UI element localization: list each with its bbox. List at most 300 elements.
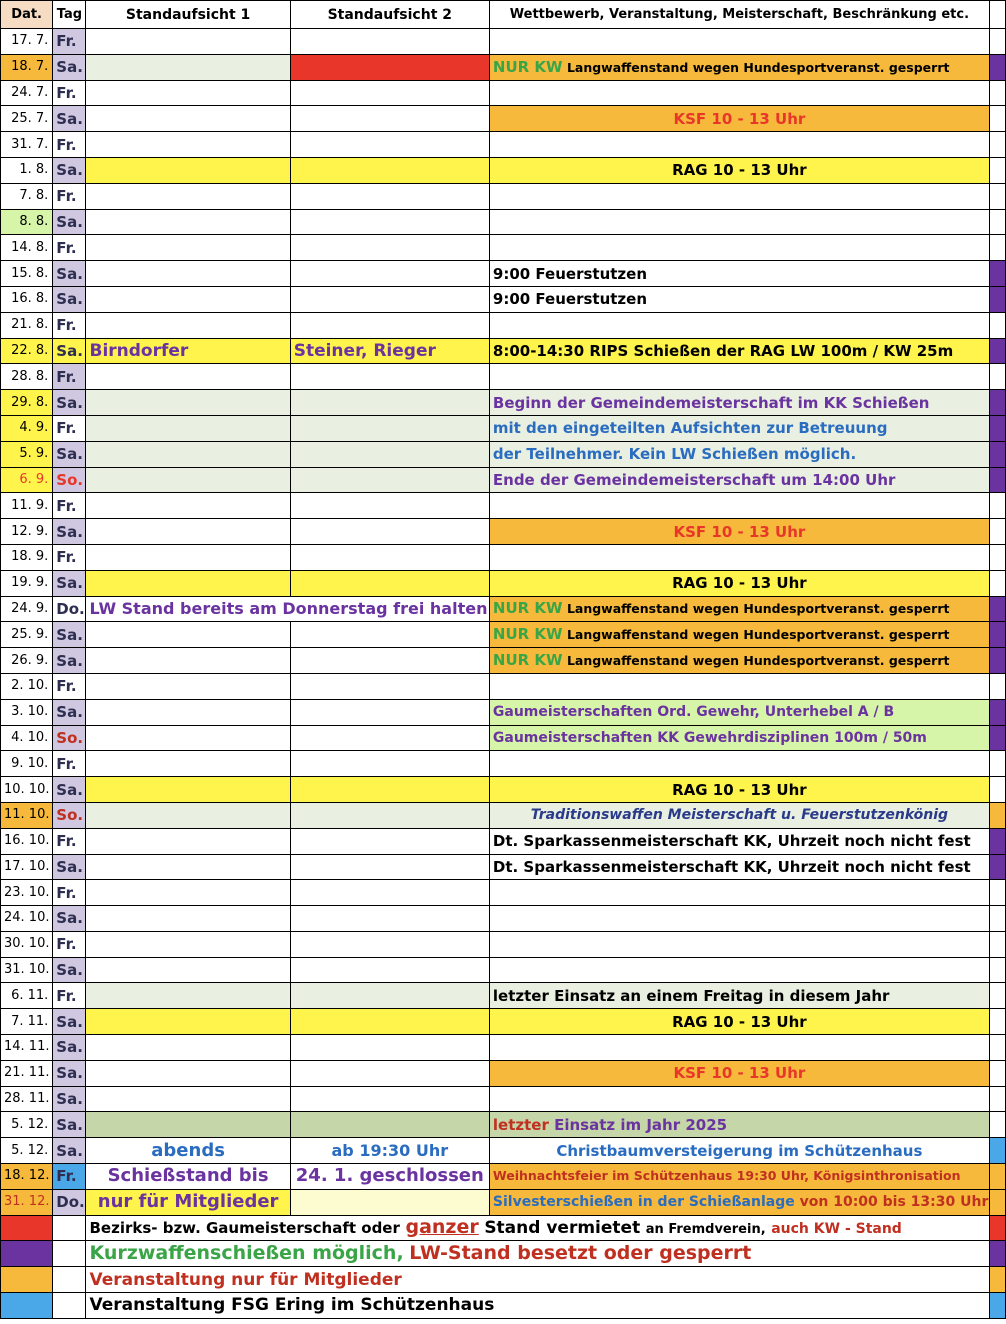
row-event — [489, 1060, 989, 1086]
table-row — [1, 802, 1006, 828]
event-text: 8:00-14:30 RIPS Schießen der RAG LW 100m / KW 25m — [492, 341, 954, 360]
row-event — [489, 957, 989, 983]
row-aufsicht-2 — [290, 209, 489, 235]
legend-part: Veranstaltung FSG Ering im Schützenhaus — [89, 1295, 495, 1316]
row-aufsicht-1 — [86, 29, 290, 55]
row-tag: Fr. — [53, 415, 86, 441]
event-text: RAG 10 - 13 Uhr — [672, 1012, 807, 1031]
legend-part: Veranstaltung nur für Mitglieder — [89, 1269, 402, 1290]
row-aufsicht-1 — [86, 261, 290, 287]
row-aufsicht-1: Schießstand bis — [86, 1164, 290, 1190]
table-row — [1, 828, 1006, 854]
event-nur-kw: NUR KW — [492, 651, 563, 670]
row-date: 10. 10. — [1, 777, 53, 803]
event-text: RAG 10 - 13 Uhr — [672, 780, 807, 799]
row-date: 15. 8. — [1, 261, 53, 287]
row-marker — [989, 596, 1005, 622]
row-marker — [989, 364, 1005, 390]
row-event — [489, 519, 989, 545]
legend-swatch — [1, 1215, 53, 1241]
row-aufsicht-2 — [290, 80, 489, 106]
row-event — [489, 106, 989, 132]
row-marker — [989, 777, 1005, 803]
legend-spacer — [53, 1215, 86, 1241]
row-aufsicht-2 — [290, 54, 489, 80]
row-date: 24. 7. — [1, 80, 53, 106]
row-aufsicht-merged: LW Stand bereits am Donnerstag frei halten — [86, 596, 489, 622]
event-text: Traditionswaffen Meisterschaft u. Feuerstutzenkönig — [530, 807, 949, 824]
row-date: 25. 9. — [1, 622, 53, 648]
table-row — [1, 1086, 1006, 1112]
row-aufsicht-1 — [86, 519, 290, 545]
row-tag: Sa. — [53, 390, 86, 416]
event-part: Silvesterschießen in der Schießanlage — [492, 1194, 795, 1211]
row-date: 5. 12. — [1, 1138, 53, 1164]
row-date: 17. 7. — [1, 29, 53, 55]
row-aufsicht-1 — [86, 235, 290, 261]
row-event — [489, 880, 989, 906]
row-marker — [989, 106, 1005, 132]
row-event — [489, 157, 989, 183]
legend-marker — [989, 1267, 1005, 1293]
table-row — [1, 80, 1006, 106]
row-tag: Sa. — [53, 106, 86, 132]
row-marker — [989, 931, 1005, 957]
row-aufsicht-2 — [290, 261, 489, 287]
row-aufsicht-2 — [290, 673, 489, 699]
event-text: Dt. Sparkassenmeisterschaft KK, Uhrzeit noch nicht fest — [492, 832, 971, 851]
row-event — [489, 1086, 989, 1112]
table-row — [1, 209, 1006, 235]
row-aufsicht-2 — [290, 622, 489, 648]
row-date: 31. 10. — [1, 957, 53, 983]
row-marker — [989, 29, 1005, 55]
row-event — [489, 931, 989, 957]
row-aufsicht-2 — [290, 390, 489, 416]
legend-swatch — [1, 1267, 53, 1293]
row-event — [489, 390, 989, 416]
row-date: 4. 9. — [1, 415, 53, 441]
row-tag: Sa. — [53, 1060, 86, 1086]
row-date: 21. 8. — [1, 312, 53, 338]
legend-text — [86, 1267, 989, 1293]
legend-marker — [989, 1293, 1005, 1319]
table-row — [1, 415, 1006, 441]
row-tag: Sa. — [53, 1112, 86, 1138]
row-aufsicht-2 — [290, 493, 489, 519]
row-aufsicht-1 — [86, 467, 290, 493]
row-date: 16. 10. — [1, 828, 53, 854]
event-text: Beginn der Gemeindemeisterschaft im KK Schießen — [492, 393, 930, 412]
row-aufsicht-1 — [86, 751, 290, 777]
row-date: 19. 9. — [1, 570, 53, 596]
row-tag: Sa. — [53, 286, 86, 312]
table-row — [1, 1112, 1006, 1138]
row-tag: Sa. — [53, 441, 86, 467]
row-marker — [989, 441, 1005, 467]
row-aufsicht-1 — [86, 390, 290, 416]
legend-part: Bezirks- bzw. Gaumeisterschaft oder — [89, 1218, 400, 1237]
row-tag: Sa. — [53, 1138, 86, 1164]
row-tag: Fr. — [53, 673, 86, 699]
legend-marker — [989, 1215, 1005, 1241]
row-event — [489, 286, 989, 312]
row-tag: Fr. — [53, 983, 86, 1009]
row-aufsicht-2 — [290, 415, 489, 441]
event-text: 9:00 Feuerstutzen — [492, 264, 648, 283]
row-aufsicht-2 — [290, 235, 489, 261]
row-marker — [989, 1164, 1005, 1190]
table-row — [1, 286, 1006, 312]
header-date: Dat. — [1, 1, 53, 29]
row-event — [489, 544, 989, 570]
row-event — [489, 415, 989, 441]
row-tag: Sa. — [53, 906, 86, 932]
table-row — [1, 1060, 1006, 1086]
row-date: 30. 10. — [1, 931, 53, 957]
row-marker — [989, 390, 1005, 416]
row-marker — [989, 1035, 1005, 1061]
header-marker — [989, 1, 1005, 29]
table-row — [1, 906, 1006, 932]
row-marker — [989, 1112, 1005, 1138]
table-row — [1, 106, 1006, 132]
event-text: KSF 10 - 13 Uhr — [673, 522, 806, 541]
row-aufsicht-1 — [86, 880, 290, 906]
row-date: 24. 10. — [1, 906, 53, 932]
legend-spacer — [53, 1267, 86, 1293]
event-text: 9:00 Feuerstutzen — [492, 290, 648, 309]
legend-row — [1, 1267, 1006, 1293]
table-row — [1, 777, 1006, 803]
row-event — [489, 1189, 989, 1215]
event-text: mit den eingeteilten Aufsichten zur Betreuung — [492, 419, 888, 438]
table-row — [1, 570, 1006, 596]
row-tag: Sa. — [53, 699, 86, 725]
event-text: Langwaffenstand wegen Hundesportveranst. gesperrt — [566, 59, 950, 75]
table-row — [1, 1035, 1006, 1061]
row-marker — [989, 570, 1005, 596]
row-aufsicht-1 — [86, 906, 290, 932]
row-aufsicht-1 — [86, 699, 290, 725]
row-tag: Sa. — [53, 570, 86, 596]
row-aufsicht-1 — [86, 106, 290, 132]
table-row — [1, 880, 1006, 906]
legend-marker — [989, 1241, 1005, 1267]
legend-part: auch KW - Stand — [771, 1220, 902, 1237]
row-event — [489, 596, 989, 622]
row-aufsicht-2 — [290, 1086, 489, 1112]
row-tag: Sa. — [53, 519, 86, 545]
event-part: 10:00 bis 13:30 — [833, 1194, 956, 1211]
legend-part: LW-Stand besetzt oder gesperrt — [409, 1242, 752, 1265]
row-marker — [989, 1086, 1005, 1112]
row-aufsicht-2: ab 19:30 Uhr — [290, 1138, 489, 1164]
row-marker — [989, 338, 1005, 364]
table-row — [1, 673, 1006, 699]
row-date: 14. 8. — [1, 235, 53, 261]
row-aufsicht-2 — [290, 519, 489, 545]
row-event — [489, 699, 989, 725]
row-marker — [989, 493, 1005, 519]
row-aufsicht-1 — [86, 157, 290, 183]
legend-part: Stand vermietet — [484, 1217, 641, 1238]
row-aufsicht-2 — [290, 312, 489, 338]
row-aufsicht-2 — [290, 441, 489, 467]
row-marker — [989, 906, 1005, 932]
table-row — [1, 596, 1006, 622]
table-row — [1, 1189, 1006, 1215]
row-aufsicht-1 — [86, 54, 290, 80]
row-aufsicht-2 — [290, 880, 489, 906]
table-row — [1, 1164, 1006, 1190]
table-row — [1, 622, 1006, 648]
row-event — [489, 209, 989, 235]
row-marker — [989, 235, 1005, 261]
row-marker — [989, 157, 1005, 183]
event-text: RAG 10 - 13 Uhr — [672, 574, 807, 593]
event-nur-kw: NUR KW — [492, 57, 563, 76]
header-row — [1, 1, 1006, 29]
row-tag: Fr. — [53, 931, 86, 957]
row-aufsicht-1 — [86, 777, 290, 803]
row-aufsicht-2 — [290, 1060, 489, 1086]
table-row — [1, 519, 1006, 545]
event-text: Ende der Gemeindemeisterschaft um 14:00 Uhr — [492, 470, 896, 489]
table-row — [1, 364, 1006, 390]
row-date: 5. 12. — [1, 1112, 53, 1138]
event-part: Uhr — [960, 1194, 989, 1211]
row-marker — [989, 467, 1005, 493]
row-date: 4. 10. — [1, 725, 53, 751]
row-aufsicht-2 — [290, 183, 489, 209]
row-date: 7. 8. — [1, 183, 53, 209]
event-highlight: letzter — [492, 1115, 549, 1134]
row-aufsicht-1 — [86, 183, 290, 209]
row-aufsicht-1 — [86, 828, 290, 854]
row-aufsicht-1 — [86, 802, 290, 828]
row-date: 12. 9. — [1, 519, 53, 545]
row-event — [489, 132, 989, 158]
row-aufsicht-2 — [290, 906, 489, 932]
table-row — [1, 261, 1006, 287]
row-aufsicht-2 — [290, 157, 489, 183]
row-tag: Fr. — [53, 751, 86, 777]
row-tag: Sa. — [53, 209, 86, 235]
legend-spacer — [53, 1241, 86, 1267]
header-event: Wettbewerb, Veranstaltung, Meisterschaft, Beschränkung etc. — [489, 1, 989, 29]
row-aufsicht-2 — [290, 983, 489, 1009]
event-text: Langwaffenstand wegen Hundesportveranst. gesperrt — [566, 601, 950, 617]
row-date: 22. 8. — [1, 338, 53, 364]
row-marker — [989, 957, 1005, 983]
row-aufsicht-2 — [290, 1189, 489, 1215]
row-aufsicht-1 — [86, 1035, 290, 1061]
row-aufsicht-1: abends — [86, 1138, 290, 1164]
row-aufsicht-1 — [86, 1112, 290, 1138]
row-date: 6. 9. — [1, 467, 53, 493]
row-aufsicht-1 — [86, 132, 290, 158]
table-row — [1, 1138, 1006, 1164]
row-aufsicht-2 — [290, 828, 489, 854]
row-aufsicht-1 — [86, 544, 290, 570]
row-event — [489, 261, 989, 287]
row-marker — [989, 880, 1005, 906]
row-aufsicht-1: nur für Mitglieder — [86, 1189, 290, 1215]
row-marker — [989, 699, 1005, 725]
row-marker — [989, 415, 1005, 441]
table-row — [1, 157, 1006, 183]
legend-text — [86, 1241, 989, 1267]
row-tag: Fr. — [53, 132, 86, 158]
row-event — [489, 312, 989, 338]
event-nur-kw: NUR KW — [492, 599, 563, 618]
table-row — [1, 931, 1006, 957]
legend-row — [1, 1215, 1006, 1241]
row-event — [489, 235, 989, 261]
row-aufsicht-2 — [290, 29, 489, 55]
row-aufsicht-1 — [86, 931, 290, 957]
row-date: 7. 11. — [1, 1009, 53, 1035]
row-aufsicht-2 — [290, 467, 489, 493]
table-row — [1, 441, 1006, 467]
row-date: 28. 8. — [1, 364, 53, 390]
header-aufsicht-1: Standaufsicht 1 — [86, 1, 290, 29]
table-row — [1, 390, 1006, 416]
row-aufsicht-2 — [290, 364, 489, 390]
event-nur-kw: NUR KW — [492, 625, 563, 644]
row-aufsicht-1 — [86, 364, 290, 390]
row-date: 11. 10. — [1, 802, 53, 828]
row-aufsicht-1 — [86, 1086, 290, 1112]
row-event — [489, 1009, 989, 1035]
row-aufsicht-2: Steiner, Rieger — [290, 338, 489, 364]
row-event — [489, 854, 989, 880]
legend-row — [1, 1241, 1006, 1267]
row-event — [489, 725, 989, 751]
legend-part: ganzer — [405, 1215, 479, 1238]
row-event — [489, 570, 989, 596]
row-event — [489, 906, 989, 932]
row-aufsicht-1 — [86, 493, 290, 519]
row-date: 21. 11. — [1, 1060, 53, 1086]
legend-text — [86, 1293, 989, 1319]
row-aufsicht-1 — [86, 80, 290, 106]
row-date: 11. 9. — [1, 493, 53, 519]
row-date: 3. 10. — [1, 699, 53, 725]
row-aufsicht-2 — [290, 132, 489, 158]
row-date: 29. 8. — [1, 390, 53, 416]
row-date: 25. 7. — [1, 106, 53, 132]
row-tag: Sa. — [53, 1035, 86, 1061]
row-aufsicht-2 — [290, 106, 489, 132]
row-event — [489, 622, 989, 648]
table-row — [1, 467, 1006, 493]
row-event — [489, 673, 989, 699]
row-date: 5. 9. — [1, 441, 53, 467]
row-tag: Fr. — [53, 493, 86, 519]
row-marker — [989, 286, 1005, 312]
event-text: Langwaffenstand wegen Hundesportveranst. gesperrt — [566, 627, 950, 643]
row-tag: Sa. — [53, 957, 86, 983]
row-date: 28. 11. — [1, 1086, 53, 1112]
row-aufsicht-2 — [290, 544, 489, 570]
row-tag: Sa. — [53, 622, 86, 648]
row-date: 1. 8. — [1, 157, 53, 183]
row-aufsicht-1 — [86, 854, 290, 880]
table-row — [1, 29, 1006, 55]
row-aufsicht-1 — [86, 1060, 290, 1086]
row-event — [489, 751, 989, 777]
row-date: 2. 10. — [1, 673, 53, 699]
row-marker — [989, 648, 1005, 674]
row-tag: Fr. — [53, 29, 86, 55]
row-event — [489, 364, 989, 390]
row-date: 6. 11. — [1, 983, 53, 1009]
table-row — [1, 544, 1006, 570]
row-marker — [989, 261, 1005, 287]
row-tag: Sa. — [53, 854, 86, 880]
row-event — [489, 467, 989, 493]
row-date: 18. 7. — [1, 54, 53, 80]
legend-row — [1, 1293, 1006, 1319]
row-marker — [989, 1138, 1005, 1164]
row-tag: Sa. — [53, 261, 86, 287]
event-text: Gaumeisterschaften Ord. Gewehr, Unterhebel A / B — [492, 704, 895, 721]
row-event — [489, 648, 989, 674]
row-event — [489, 1035, 989, 1061]
row-marker — [989, 854, 1005, 880]
row-tag: Sa. — [53, 338, 86, 364]
row-event — [489, 777, 989, 803]
event-text: Gaumeisterschaften KK Gewehrdisziplinen 100m / 50m — [492, 729, 927, 746]
row-aufsicht-1: Birndorfer — [86, 338, 290, 364]
row-aufsicht-1 — [86, 415, 290, 441]
row-date: 9. 10. — [1, 751, 53, 777]
row-date: 17. 10. — [1, 854, 53, 880]
row-aufsicht-1 — [86, 622, 290, 648]
row-tag: So. — [53, 725, 86, 751]
table-row — [1, 648, 1006, 674]
row-aufsicht-1 — [86, 648, 290, 674]
legend-part: Kurzwaffenschießen möglich, — [89, 1242, 404, 1265]
table-row — [1, 957, 1006, 983]
row-aufsicht-2 — [290, 931, 489, 957]
table-row — [1, 312, 1006, 338]
row-aufsicht-2 — [290, 570, 489, 596]
row-marker — [989, 828, 1005, 854]
table-row — [1, 338, 1006, 364]
row-aufsicht-2 — [290, 1112, 489, 1138]
row-tag: Fr. — [53, 183, 86, 209]
table-row — [1, 751, 1006, 777]
row-event — [489, 441, 989, 467]
row-date: 18. 9. — [1, 544, 53, 570]
row-tag: Fr. — [53, 880, 86, 906]
row-aufsicht-2 — [290, 957, 489, 983]
legend-spacer — [53, 1293, 86, 1319]
row-tag: Sa. — [53, 54, 86, 80]
row-aufsicht-2 — [290, 777, 489, 803]
row-tag: Fr. — [53, 364, 86, 390]
row-marker — [989, 983, 1005, 1009]
row-aufsicht-2 — [290, 648, 489, 674]
row-event — [489, 802, 989, 828]
row-aufsicht-1 — [86, 312, 290, 338]
row-marker — [989, 132, 1005, 158]
row-aufsicht-1 — [86, 286, 290, 312]
event-text: Einsatz im Jahr 2025 — [554, 1115, 728, 1134]
